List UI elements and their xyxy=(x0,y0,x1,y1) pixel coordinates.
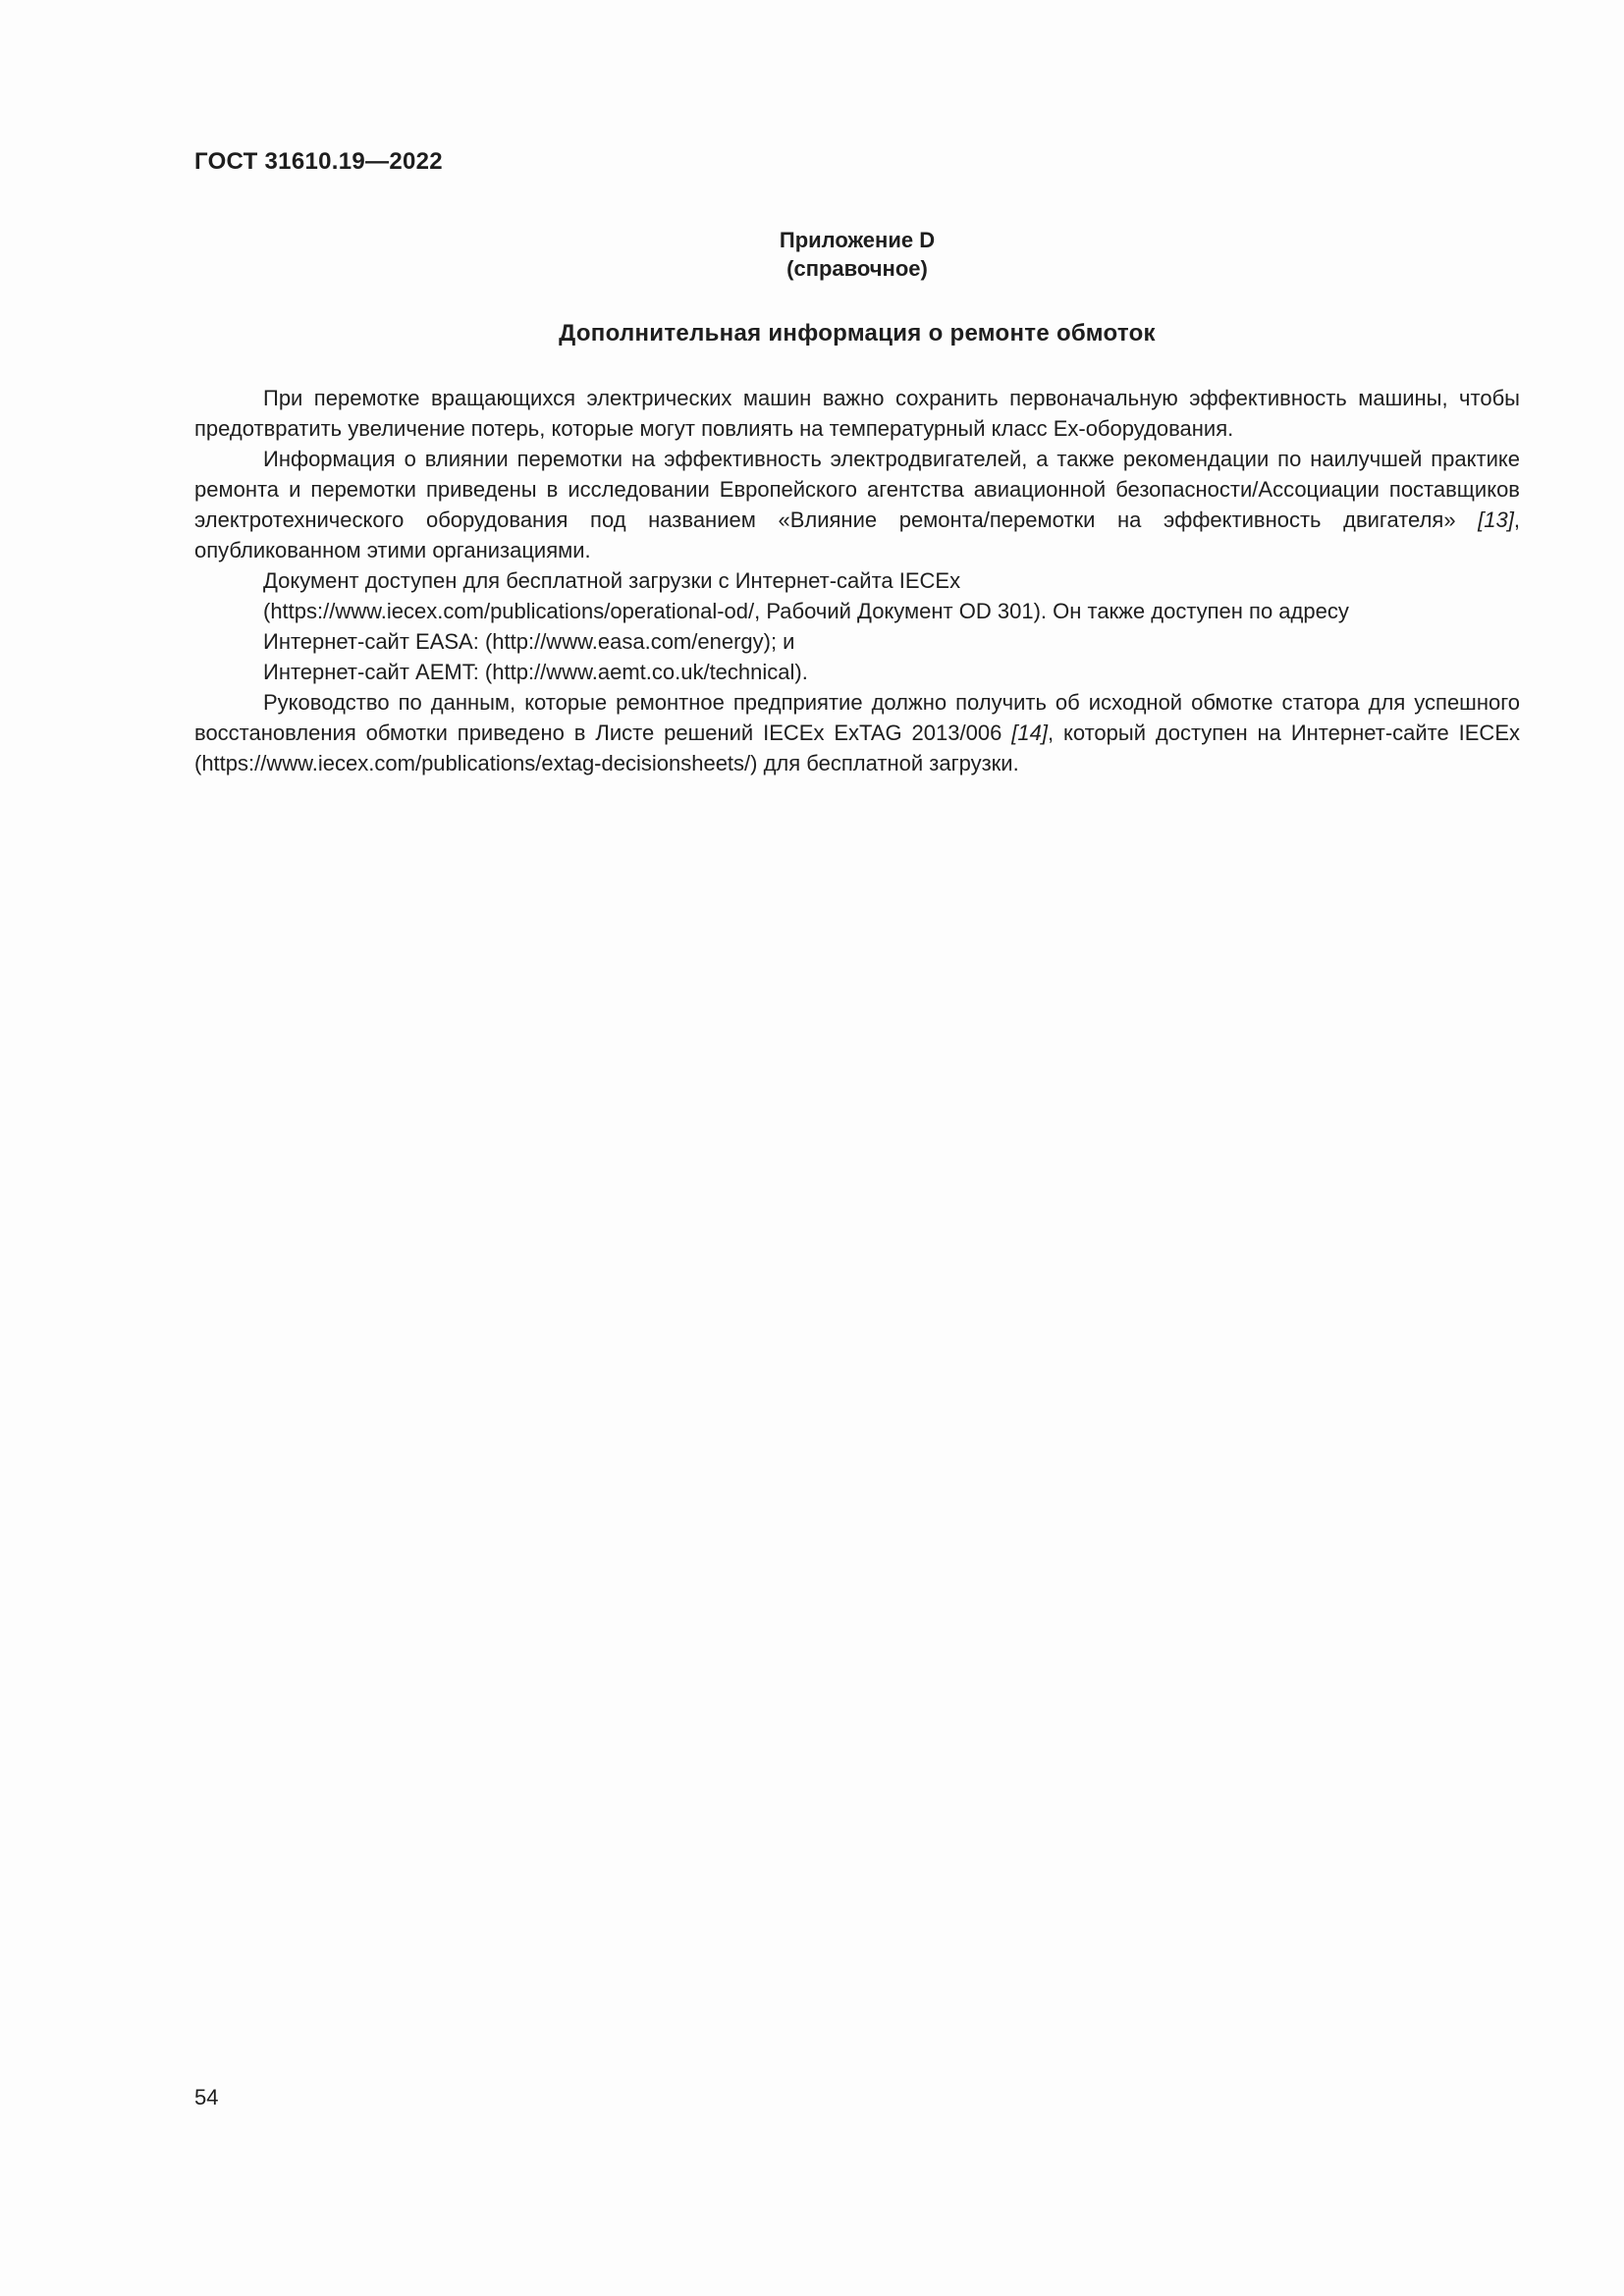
paragraph-guidance-text: Руководство по данным, которые ремонтное предприятие должно получить об исходной обмотке статора для успешного восстановления обмотки приведено в Листе решений IECEx ExTAG 2013/006 xyxy=(194,690,1520,745)
appendix-status: (справочное) xyxy=(786,256,928,281)
paragraph-guidance xyxy=(194,687,1520,778)
appendix-label: Приложение D xyxy=(779,228,936,252)
paragraph-guidance-tail: , который доступен на Интернет-сайте IECEx (https://www.iecex.com/publications/extag-decisionsheets/) для бесплатной загрузки. xyxy=(194,721,1520,775)
reference-13: [13] xyxy=(1478,507,1514,532)
reference-14: [14] xyxy=(1011,721,1048,745)
paragraph-aemt-link: Интернет-сайт AEMT: (http://www.aemt.co.uk/technical). xyxy=(263,660,808,684)
paragraph-iecex-link: (https://www.iecex.com/publications/operational-od/, Рабочий Документ OD 301). Он также доступен по адресу xyxy=(263,599,1349,623)
paragraph-study xyxy=(194,444,1520,565)
paragraph-study-tail: , опубликованном этими организациями. xyxy=(194,507,1520,562)
appendix-body xyxy=(194,383,1520,778)
paragraph-easa-link: Интернет-сайт EASA: (http://www.easa.com/energy); и xyxy=(263,629,795,654)
paragraph-download: Документ доступен для бесплатной загрузки с Интернет-сайта IECEx xyxy=(263,568,961,593)
page-number: 54 xyxy=(194,2085,219,2109)
paragraph-study-text: Информация о влиянии перемотки на эффективность электродвигателей, а также рекомендации по наилучшей практике ремонта и перемотки приведены в исследовании Европейского агентства авиационной безопасности/Ассоциации поставщиков электротехнического оборудования под названием «Влияние ремонта/перемотки на эффективность двигателя» xyxy=(194,447,1520,532)
paragraph-efficiency: При перемотке вращающихся электрических машин важно сохранить первоначальную эффективность машины, чтобы предотвратить увеличение потерь, которые могут повлиять на температурный класс Ex-оборудования. xyxy=(194,386,1520,441)
appendix-title: Дополнительная информация о ремонте обмоток xyxy=(559,320,1156,347)
document-code: ГОСТ 31610.19—2022 xyxy=(194,148,443,175)
appendix-heading xyxy=(194,226,1520,283)
